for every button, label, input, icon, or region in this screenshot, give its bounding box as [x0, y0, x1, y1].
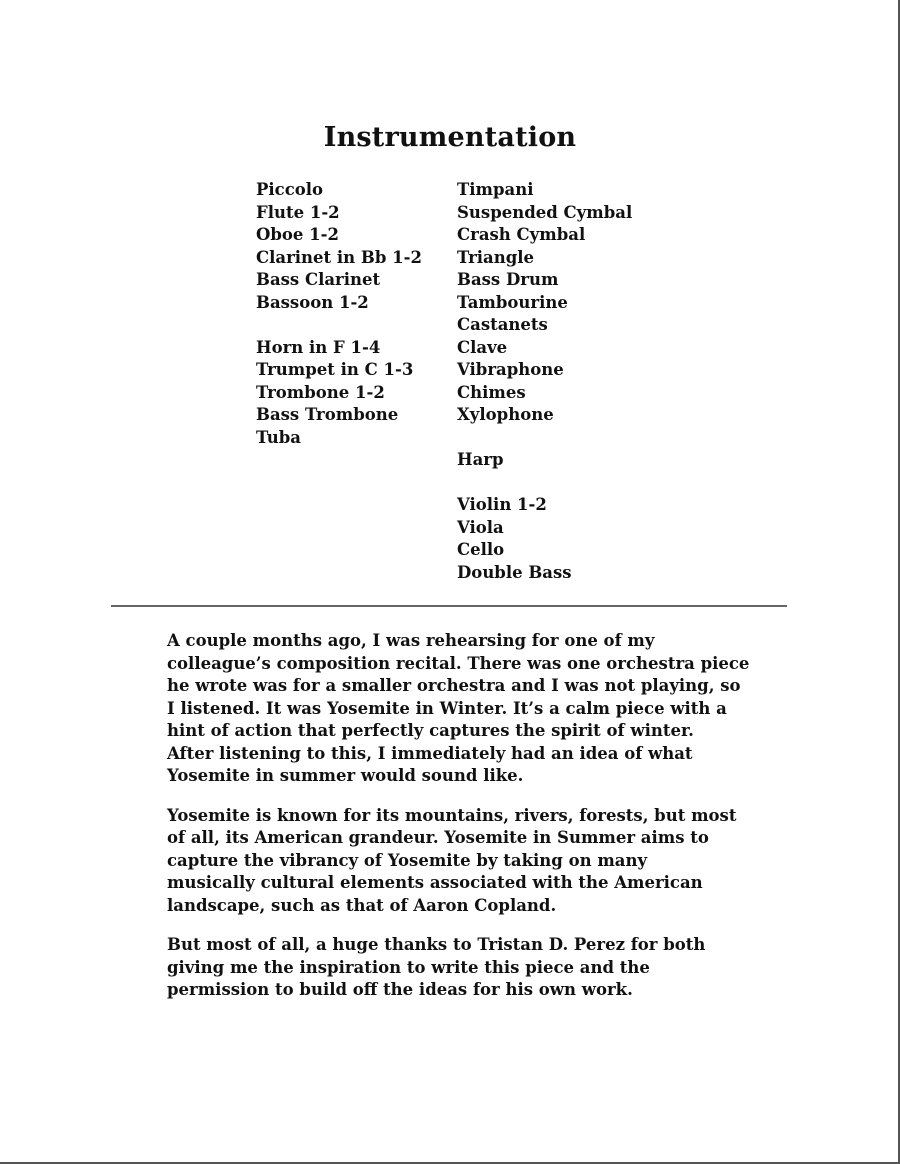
instrument-item: Castanets	[457, 315, 548, 334]
instrument-item: Harp	[457, 450, 504, 469]
text-line: hint of action that perfectly captures the spirit of winter.	[167, 721, 694, 740]
notes-paragraph	[167, 805, 747, 918]
instrument-item: Clave	[457, 337, 508, 357]
instrument-item: Flute 1-2	[256, 202, 340, 222]
text-line: permission to build off the ideas for his own work.	[167, 980, 633, 999]
instrument-item: Cello	[457, 540, 505, 559]
text-line: After listening to this, I immediately had an idea of what	[167, 743, 693, 763]
section-gap	[457, 427, 632, 450]
instrument-item: Bassoon 1-2	[256, 292, 369, 312]
instrument-item: Bass Trombone	[256, 405, 399, 424]
text-line: landscape, such as that of Aaron Copland.	[167, 895, 557, 915]
instrument-item: Tuba	[256, 427, 301, 447]
instrument-item: Chimes	[457, 382, 526, 402]
instrument-item: Timpani	[457, 180, 534, 199]
instrument-item: Vibraphone	[457, 360, 564, 379]
text-line: musically cultural elements associated with the American	[167, 873, 703, 892]
instrument-item: Piccolo	[256, 180, 324, 199]
instrument-item: Oboe 1-2	[256, 225, 339, 244]
instrument-item: Double Bass	[457, 562, 572, 582]
instrument-item: Triangle	[457, 247, 535, 267]
instrument-item: Clarinet in Bb 1-2	[256, 247, 422, 267]
instrument-item: Trombone 1-2	[256, 382, 385, 402]
text-line: colleague’s composition recital. There was one orchestra piece	[167, 653, 750, 673]
text-line: Yosemite is known for its mountains, rivers, forests, but most	[167, 805, 737, 825]
instrument-item: Tambourine	[457, 292, 568, 312]
section-gap	[256, 314, 422, 337]
instrument-item: Bass Drum	[457, 270, 559, 289]
text-line: capture the vibrancy of Yosemite by taking on many	[167, 850, 648, 870]
instrument-item: Bass Clarinet	[256, 270, 381, 289]
text-line: A couple months ago, I was rehearsing for one of my	[167, 631, 655, 650]
page-title: Instrumentation	[323, 122, 577, 153]
text-line: I listened. It was Yosemite in Winter. It’s a calm piece with a	[167, 698, 727, 718]
text-line: of all, its American grandeur. Yosemite in Summer aims to	[167, 828, 709, 847]
instrument-item: Horn in F 1-4	[256, 337, 381, 357]
text-line: But most of all, a huge thanks to Tristan D. Perez for both	[167, 935, 706, 954]
instrument-item: Violin 1-2	[457, 495, 547, 514]
section-gap	[457, 472, 632, 495]
instrument-item: Xylophone	[457, 405, 554, 424]
instrument-list-winds-brass	[256, 179, 422, 449]
notes-paragraph	[167, 630, 750, 788]
text-line: Yosemite in summer would sound like.	[167, 766, 524, 785]
horizontal-divider	[111, 605, 787, 607]
text-line: giving me the inspiration to write this piece and the	[167, 957, 650, 977]
text-line: he wrote was for a smaller orchestra and I was not playing, so	[167, 676, 741, 695]
program-notes	[167, 630, 750, 1019]
instrument-list-percussion-strings	[457, 179, 632, 584]
instrument-item: Crash Cymbal	[457, 225, 586, 244]
instrument-item: Viola	[457, 517, 504, 537]
instrument-item: Suspended Cymbal	[457, 202, 633, 222]
instrument-item: Trumpet in C 1-3	[256, 360, 414, 379]
notes-paragraph	[167, 934, 747, 1002]
